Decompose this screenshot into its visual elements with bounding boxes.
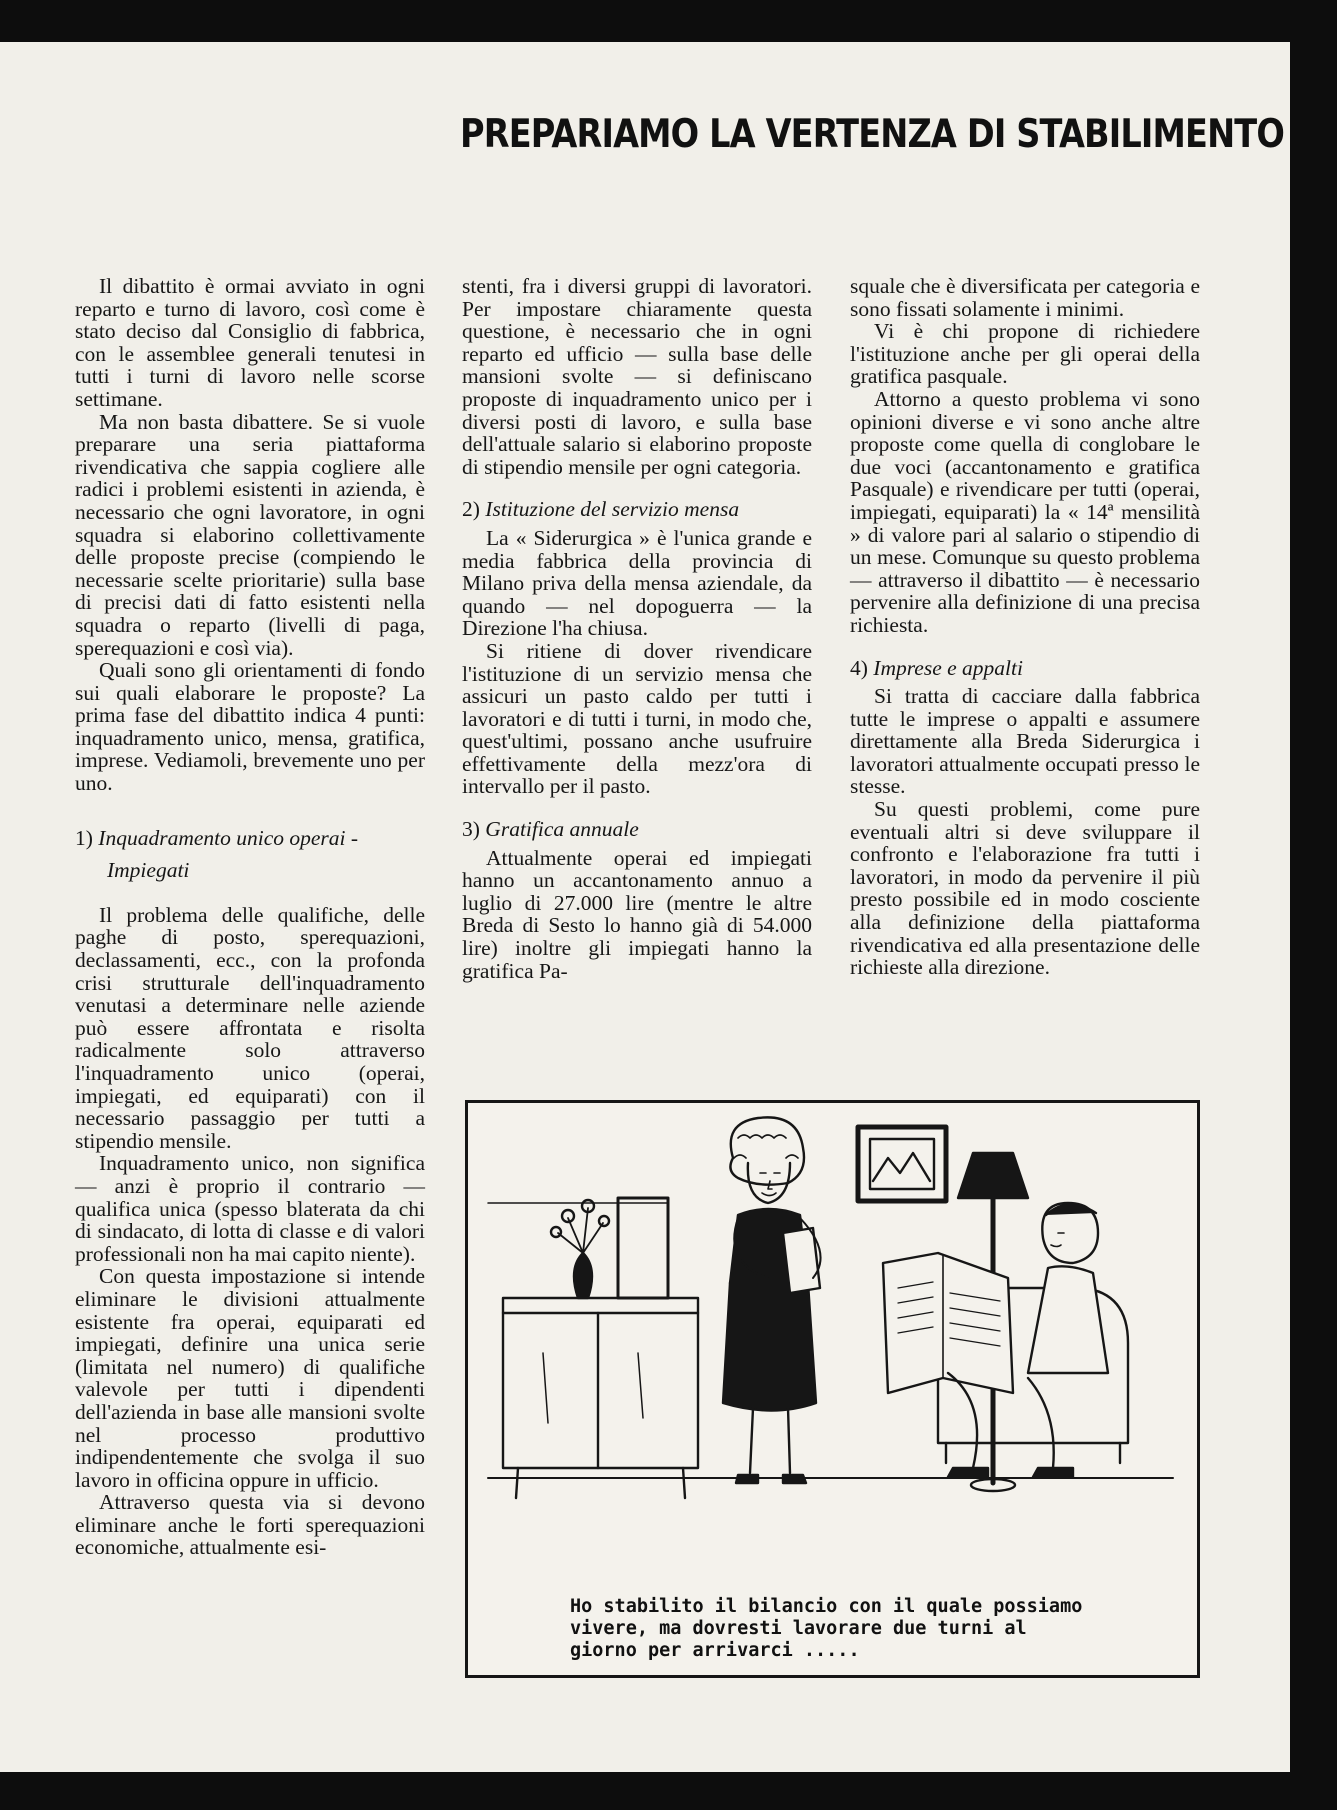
paragraph: Attraverso questa via si devono eliminare anche le forti sperequazioni economiche, attualmente esi- (75, 1490, 425, 1560)
column-3 (850, 275, 1200, 979)
section-heading-4: 4) Imprese e appalti (850, 655, 1023, 680)
scan-border-bottom (0, 1772, 1337, 1810)
paragraph: Con questa impostazione si intende eliminare le divisioni attualmente esistente fra operai, equiparati ed impiegati, definire una unica serie (limitata nel numero) di qualifiche valevole per tutti i dipendenti dell'azienda in base alle mansioni svolte nel processo produttivo indipendentemente che svolga il suo lavoro in officina oppure in ufficio. (75, 1264, 425, 1492)
scan-border-right (1290, 0, 1337, 1810)
paragraph: Ma non basta dibattere. Se si vuole preparare una seria piattaforma rivendicativa che sappia cogliere alle radici i problemi esistenti in azienda, è necessario che ogni lavoratore, in ogni squadra si elaborino collettivamente delle proposte precise (compiendo le necessarie scelte prioritarie) sulla base di precisi dati di fatto esistenti nella squadra o reparto (livelli di paga, sperequazioni e così via). (75, 409, 425, 660)
paragraph: Si tratta di cacciare dalla fabbrica tutte le imprese o appalti e assumere direttamente alla Breda Siderurgica i lavoratori attualmente occupati presso le stesse. (850, 684, 1200, 799)
paragraph: Attorno a questo problema vi sono opinioni diverse e vi sono anche altre proposte come quella di conglobare le due voci (accantonamento e gratifica Pasquale) e rivendicare per tutti (operai, impiegati, equiparati) la « 14ª mensilità » di valore pari al salario o stipendio di un mese. Comunque su questo problema — attraverso il dibattito — è necessario pervenire alla definizione di una precisa richiesta. (850, 386, 1200, 637)
paragraph: stenti, fra i diversi gruppi di lavoratori. Per impostare chiaramente questa questione, è necessario che in ogni reparto ed ufficio — sulla base delle mansioni svolte — si definiscano proposte di inquadramento unico per i diversi posti di lavoro, e sulla base dell'attuale salario si elaborino proposte di stipendio mensile per ogni categoria. (462, 274, 812, 479)
paragraph: Quali sono gli orientamenti di fondo sui quali elaborare le proposte? La prima fase del dibattito indica 4 punti: inquadramento unico, mensa, gratifica, imprese. Vediamoli, brevemente uno per uno. (75, 658, 425, 796)
paragraph: La « Siderurgica » è l'unica grande e media fabbrica della provincia di Milano priva della mensa aziendale, da quando — nel dopoguerra — la Direzione l'ha chiusa. (462, 525, 812, 641)
paragraph: Inquadramento unico, non significa — anzi è proprio il contrario — qualifica unica (spesso blaterata da chi di sindacato, di lotta di classe e di valori professionali non ha mai capito niente). (75, 1151, 425, 1266)
column-1 (75, 275, 425, 1559)
paragraph: Si ritiene di dover rivendicare l'istituzione di un servizio mensa che assicuri un pasto caldo per tutti i lavoratori e di tutti i turni, in modo che, quest'ultimi, possano anche usufruire effettivamente della mezz'ora di intervallo per il pasto. (462, 638, 812, 799)
paragraph: Su questi problemi, come pure eventuali altri si deve sviluppare il confronto e l'elaborazione fra tutti i lavoratori, in modo da pervenire il più presto possibile ed in modo cosciente alla definizione della piattaforma rivendicativa ed alla presentazione delle richieste alla direzione. (850, 797, 1200, 980)
paragraph: Il problema delle qualifiche, delle paghe di posto, sperequazioni, declassamenti, ecc., con la profonda crisi strutturale dell'inquadramento venutasi a determinare nelle aziende può essere affrontata e risolta radicalmente solo attraverso l'inquadramento unico (operai, impiegati, ed equiparati) con il necessario passaggio per tutti a stipendio mensile. (75, 902, 425, 1153)
paragraph: Vi è chi propone di richiedere l'istituzione anche per gli operai della gratifica pasquale. (850, 319, 1200, 389)
cartoon-caption: Ho stabilito il bilancio con il quale possiamo vivere, ma dovresti lavorare due turni al giorno per arrivarci ..... (570, 1596, 1083, 1661)
paragraph: Il dibattito è ormai avviato in ogni reparto e turno di lavoro, così come è stato deciso dal Consiglio di fabbrica, con le assemblee generali tenutesi in tutti i turni di lavoro nelle scorse settimane. (75, 274, 425, 411)
paragraph: squale che è diversificata per categoria e sono fissati solamente i minimi. (850, 274, 1200, 321)
section-heading-2: 2) Istituzione del servizio mensa (462, 497, 740, 522)
section-heading-1: 1) Inquadramento unico operai - Impiegati (75, 825, 359, 883)
page-title: PREPARIAMO LA VERTENZA DI STABILIMENTO (460, 112, 1284, 157)
cartoon-illustration (465, 1100, 1200, 1678)
paragraph: Attualmente operai ed impiegati hanno un accantonamento annuo a luglio di 27.000 lire (mentre le altre Breda di Sesto lo hanno già di 54.000 lire) inoltre gli impiegati hanno la gratifica Pa- (462, 845, 812, 983)
cartoon-drawing (468, 1103, 1197, 1675)
column-2 (462, 275, 812, 982)
section-heading-3: 3) Gratifica annuale (462, 817, 639, 842)
